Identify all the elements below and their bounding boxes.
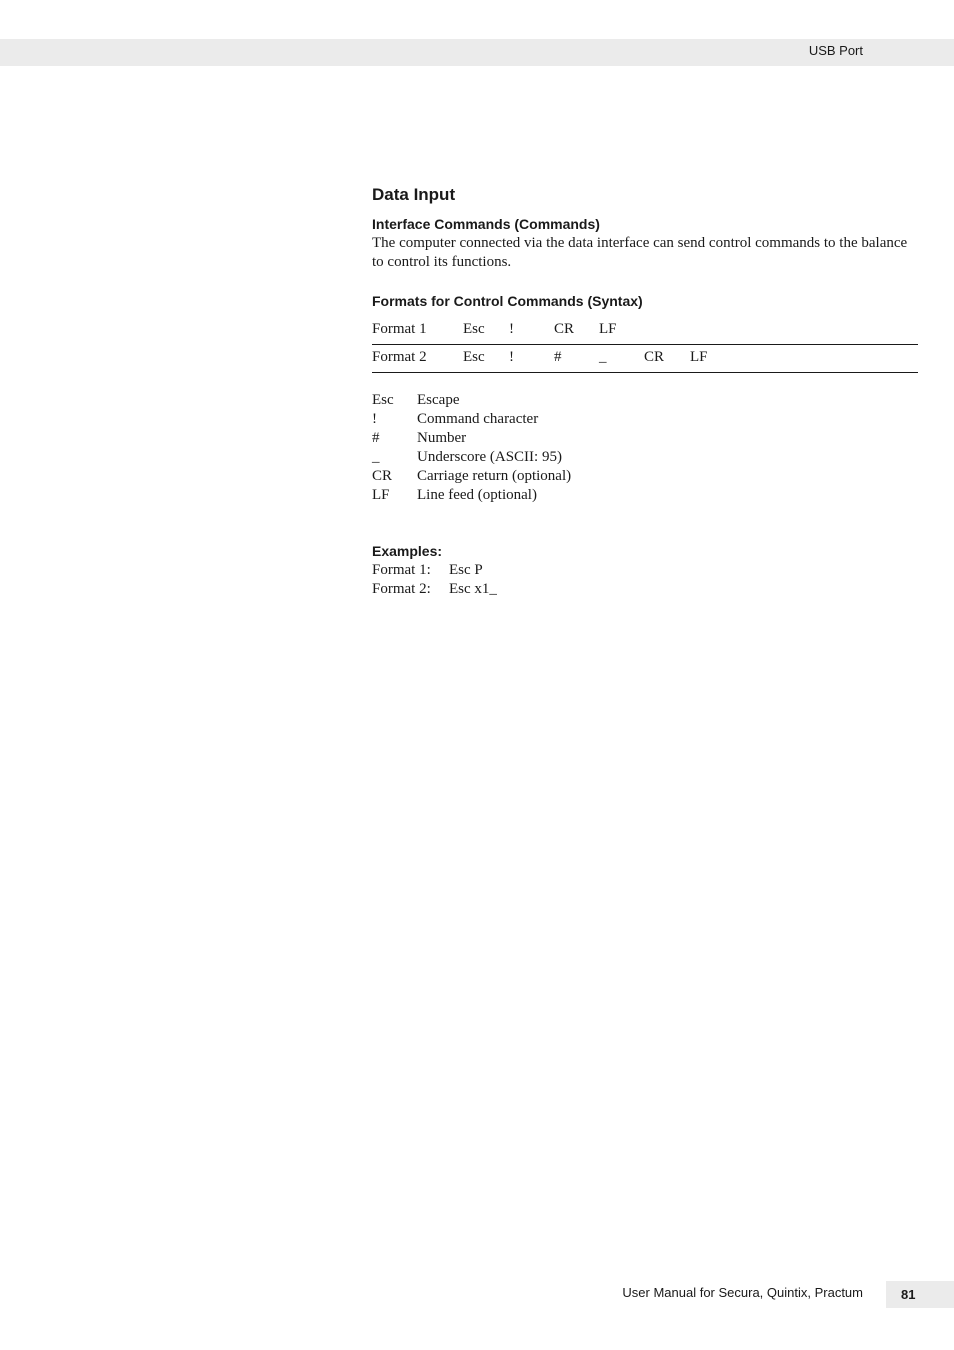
examples-heading: Examples: xyxy=(372,543,443,559)
examples-section xyxy=(372,542,918,599)
legend-item xyxy=(372,467,918,486)
format-cell: Esc xyxy=(463,321,485,337)
legend-item xyxy=(372,410,918,429)
legend-item xyxy=(372,448,918,467)
format-row xyxy=(372,317,918,345)
legend-description: Escape xyxy=(417,392,460,408)
format-row xyxy=(372,345,918,373)
section-title: Data Input xyxy=(372,185,456,204)
example-item xyxy=(372,561,918,580)
legend-symbol: _ xyxy=(372,449,380,465)
example-label: Format 1: xyxy=(372,562,431,578)
legend-description: Carriage return (optional) xyxy=(417,468,572,484)
header-band xyxy=(0,39,954,66)
legend-symbol: Esc xyxy=(372,392,394,408)
page-number: 81 xyxy=(901,1287,916,1302)
format-cell: ! xyxy=(509,349,514,365)
legend-item xyxy=(372,486,918,505)
format-cell: LF xyxy=(599,321,617,337)
symbol-legend xyxy=(372,391,918,505)
example-value: Esc x1_ xyxy=(449,581,497,597)
example-item xyxy=(372,580,918,599)
legend-description: Underscore (ASCII: 95) xyxy=(417,449,562,465)
format-cell: LF xyxy=(690,349,708,365)
format-cell: CR xyxy=(554,321,575,337)
format-cell: Esc xyxy=(463,349,485,365)
main-content xyxy=(372,183,918,599)
legend-symbol: ! xyxy=(372,411,377,427)
legend-symbol: # xyxy=(372,430,380,446)
format-cell: ! xyxy=(509,321,514,337)
legend-item xyxy=(372,429,918,448)
running-header: USB Port xyxy=(808,43,863,58)
legend-description: Line feed (optional) xyxy=(417,487,537,503)
legend-description: Command character xyxy=(417,411,539,427)
footer-manual-title: User Manual for Secura, Quintix, Practum xyxy=(622,1285,863,1300)
interface-commands-heading: Interface Commands (Commands) xyxy=(372,216,600,232)
example-label: Format 2: xyxy=(372,581,431,597)
legend-symbol: LF xyxy=(372,487,390,503)
format-label: Format 2 xyxy=(372,349,427,365)
format-label: Format 1 xyxy=(372,321,427,337)
format-cell: _ xyxy=(599,349,607,365)
interface-commands-text: The computer connected via the data interface can send control commands to the balance to control its functions. xyxy=(372,235,908,270)
page-number-box xyxy=(886,1281,954,1308)
legend-item xyxy=(372,391,918,410)
formats-heading: Formats for Control Commands (Syntax) xyxy=(372,293,643,309)
legend-symbol: CR xyxy=(372,468,393,484)
formats-table xyxy=(372,317,918,373)
format-cell: CR xyxy=(644,349,665,365)
format-cell: # xyxy=(554,349,562,365)
example-value: Esc P xyxy=(449,562,483,578)
legend-description: Number xyxy=(417,430,467,446)
